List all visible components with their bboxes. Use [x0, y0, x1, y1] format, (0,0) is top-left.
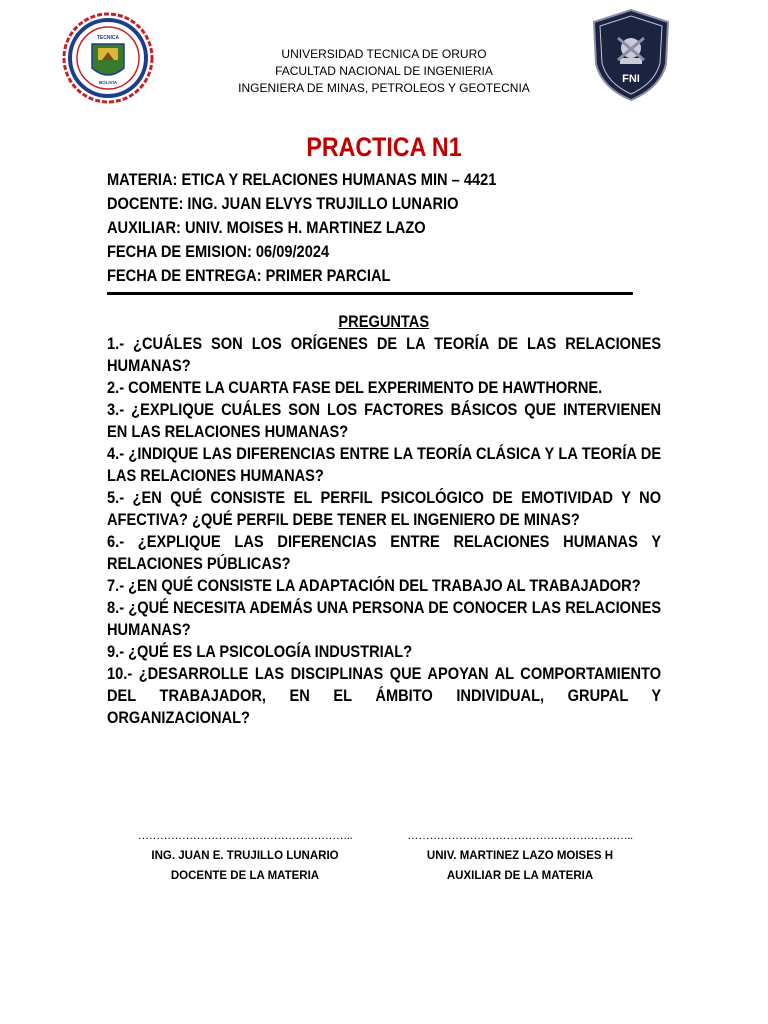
question-item: 8.- ¿QUÉ NECESITA ADEMÁS UNA PERSONA DE CONOCER LAS RELACIONES HUMANAS?: [107, 598, 662, 639]
question-item: 2.- COMENTE LA CUARTA FASE DEL EXPERIMENTO DE HAWTHORNE.: [107, 378, 603, 397]
signer-role: AUXILIAR DE LA MATERIA: [446, 870, 594, 882]
emission-date-line: FECHA DE EMISION: 06/09/2024: [107, 242, 330, 261]
signer-name: ING. JUAN E. TRUJILLO LUNARIO: [151, 850, 339, 862]
signer-name: UNIV. MARTINEZ LAZO MOISES H: [426, 850, 614, 862]
seal-text-bottom: BOLIVIA: [98, 80, 118, 85]
faculty-name: FACULTAD NACIONAL DE INGENIERIA: [275, 64, 493, 78]
page-title: PRACTICA N1: [306, 132, 462, 162]
signature-line: …………………………………………………..: [137, 830, 353, 842]
department-name: INGENIERA DE MINAS, PETROLEOS Y GEOTECNIA: [238, 81, 530, 95]
university-name: UNIVERSIDAD TECNICA DE ORURO: [281, 47, 487, 61]
question-item: 1.- ¿CUÁLES SON LOS ORÍGENES DE LA TEORÍA DE LAS RELACIONES HUMANAS?: [107, 334, 662, 375]
question-item: 10.- ¿DESARROLLE LAS DISCIPLINAS QUE APOYAN AL COMPORTAMIENTO DEL TRABAJADOR, EN EL ÁMBITO INDIVIDUAL, GRUPAL Y ORGANIZACIONAL?: [107, 664, 662, 727]
question-item: 5.- ¿EN QUÉ CONSISTE EL PERFIL PSICOLÓGICO DE EMOTIVIDAD Y NO AFECTIVA? ¿QUÉ PERFIL DEBE TENER EL INGENIERO DE MINAS?: [107, 488, 662, 529]
seal-text-top: TECNICA: [96, 35, 120, 41]
signature-line: ……………………………………………………..: [407, 830, 633, 842]
signature-block-auxiliar: [400, 826, 640, 886]
materia-line: MATERIA: ETICA Y RELACIONES HUMANAS MIN – 4421: [107, 170, 497, 189]
question-item: 3.- ¿EXPLIQUE CUÁLES SON LOS FACTORES BÁSICOS QUE INTERVIENEN EN LAS RELACIONES HUMANAS?: [107, 400, 662, 441]
delivery-date-line: FECHA DE ENTREGA: PRIMER PARCIAL: [107, 266, 391, 285]
questions-heading: [0, 312, 768, 332]
question-item: 6.- ¿EXPLIQUE LAS DIFERENCIAS ENTRE RELACIONES HUMANAS Y RELACIONES PÚBLICAS?: [107, 532, 662, 573]
auxiliar-line: AUXILIAR: UNIV. MOISES H. MARTINEZ LAZO: [107, 218, 426, 237]
divider-line: [107, 292, 633, 295]
institution-header: [0, 46, 768, 97]
question-item: 4.- ¿INDIQUE LAS DIFERENCIAS ENTRE LA TEORÍA CLÁSICA Y LA TEORÍA DE LAS RELACIONES HUMANAS?: [107, 444, 662, 485]
question-item: 7.- ¿EN QUÉ CONSISTE LA ADAPTACIÓN DEL TRABAJO AL TRABAJADOR?: [107, 576, 641, 595]
shield-text: FNI: [622, 73, 640, 85]
questions-heading-text: PREGUNTAS: [338, 312, 430, 331]
docente-line: DOCENTE: ING. JUAN ELVYS TRUJILLO LUNARIO: [107, 194, 459, 213]
signer-role: DOCENTE DE LA MATERIA: [170, 870, 320, 882]
questions-list: [107, 333, 661, 729]
signature-block-docente: [125, 826, 365, 886]
course-info: [107, 168, 560, 288]
question-item: 9.- ¿QUÉ ES LA PSICOLOGÍA INDUSTRIAL?: [107, 642, 413, 661]
